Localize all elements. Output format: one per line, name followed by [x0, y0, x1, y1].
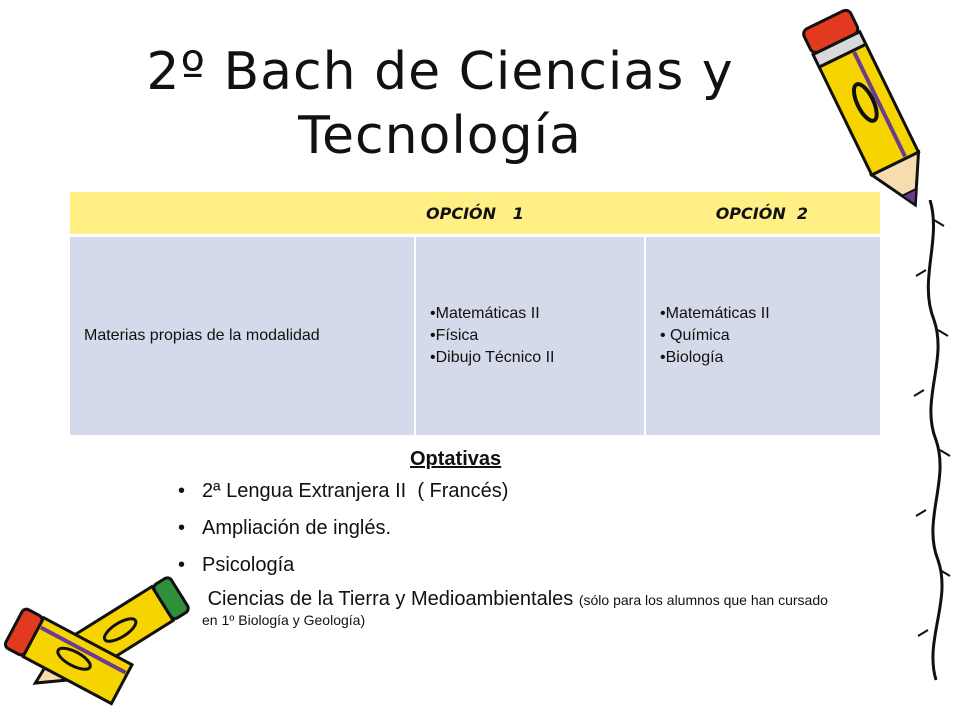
subjects-table — [70, 192, 880, 435]
list-item: • Química — [660, 325, 866, 347]
list-item: • Física — [430, 325, 630, 347]
list-item: • Matemáticas II — [430, 303, 630, 325]
list-item: • Psicología — [172, 552, 832, 578]
option2-list — [660, 303, 866, 369]
option2-cell — [644, 237, 880, 435]
row-label: Materias propias de la modalidad — [84, 327, 320, 344]
optativa-main-text: Ciencias de la Tierra y Medioambientales — [202, 588, 579, 610]
pencil-icon — [0, 570, 200, 720]
optativas-heading: Optativas — [410, 448, 502, 470]
optativa-note-text: (sólo para los alumnos que han cursado en 1º Biología y Geología) — [202, 592, 828, 628]
table-row — [70, 237, 880, 435]
header-empty-cell — [70, 192, 414, 237]
row-label-cell — [70, 237, 414, 435]
list-item: • Matemáticas II — [660, 303, 866, 325]
list-item: • 2ª Lengua Extranjera II ( Francés) — [172, 478, 832, 504]
table-header-row — [70, 192, 880, 237]
header-option-2: OPCIÓN 2 — [715, 203, 808, 223]
list-item — [172, 589, 832, 629]
list-item: • Biología — [660, 347, 866, 369]
border-squiggle-icon — [900, 200, 960, 700]
option1-list — [430, 303, 630, 369]
slide-title: 2º Bach de Ciencias y Tecnología — [146, 42, 734, 166]
list-item: • Dibujo Técnico II — [430, 347, 630, 369]
header-option-1: OPCIÓN 1 — [426, 203, 524, 223]
option1-cell — [414, 237, 644, 435]
optativas-list — [172, 478, 832, 640]
list-item: • Ampliación de inglés. — [172, 515, 832, 541]
